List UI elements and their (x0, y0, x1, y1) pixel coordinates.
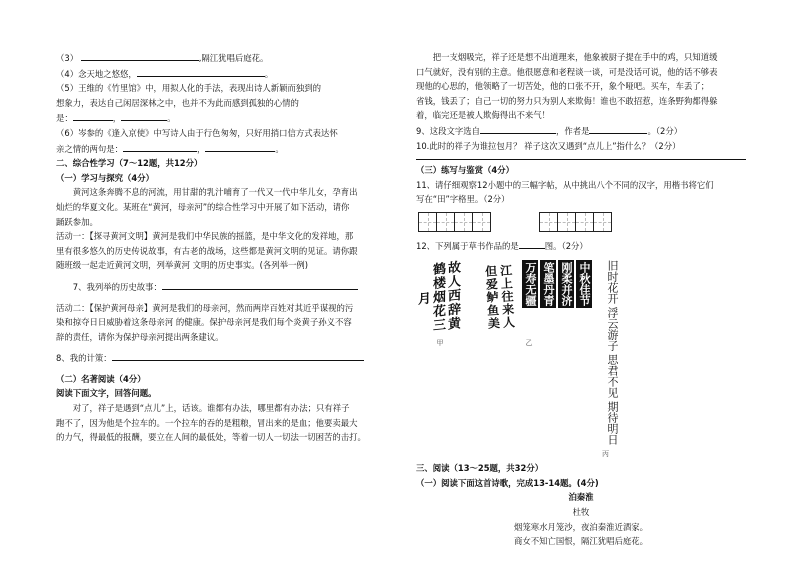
block-column: 刚柔并济 (560, 261, 573, 306)
tian-grid-cell[interactable] (558, 213, 576, 231)
script-column: 思君不见 (606, 353, 619, 398)
answer-blank[interactable] (73, 110, 113, 121)
script-column: 旧时花开 (606, 259, 619, 304)
question-7: 7、我列举的历史故事： (56, 279, 386, 295)
block-script-image (522, 260, 592, 308)
answer-line[interactable] (416, 159, 746, 160)
novel-passage-continued: 把一支烟吸完，祥子还是想不出道理来，他象被厨子提在手中的鸡，只知道缓 口气就好，没有别的主意。他很愿意和老程谈一谈，可是没话可说，他的话不够表 现他的心思的，他领略了一切苦处，他的口张不开，象个哑吧。买车，车丢了； 省钱，钱丢了；自己一切的努力只为别人来欺侮！谁也不敢招惹，连条野狗都得躲 着，临完还是被人欺侮得出不来气！ (416, 52, 718, 121)
section-3-title: 三、阅读（13～25题，共32分） (416, 463, 544, 474)
regular-script-image (606, 260, 619, 445)
block-column: 中秋佳节 (578, 261, 591, 306)
calligraphy-jia (415, 259, 460, 351)
running-script-image: 江上往来人但爱鲈鱼美 (483, 262, 516, 330)
subsection-3-title: （三）练写与鉴赏（4分） (416, 165, 514, 176)
cursive-script-image: 故人西辞黄鹤楼烟花三月 (415, 259, 460, 333)
subsection-1-title: （一）学习与探究（4分） (56, 172, 154, 183)
tian-grid-cell[interactable] (419, 213, 437, 231)
calligraphy-bing (592, 260, 619, 462)
answer-blank[interactable] (121, 110, 167, 121)
tian-grid-row (418, 212, 746, 232)
tian-grid-group-2 (539, 212, 612, 232)
answer-blank[interactable] (589, 123, 647, 134)
tian-grid-cell[interactable] (540, 213, 558, 231)
label-bing: 丙 (602, 449, 609, 458)
question-9: 9、这段文字选自 ，作者是 。（2分） (416, 123, 746, 139)
poem-line: 商女不知亡国恨，隔江犹唱后庭花。 (514, 536, 648, 547)
block-column: 笔墨丹青 (542, 261, 555, 306)
tian-grid-cell[interactable] (576, 213, 594, 231)
question-10: 10.此时的祥子为谁拉包月？ 祥子这次又遇到“点儿上”指什么？（2分） (416, 140, 681, 151)
tian-grid-cell[interactable] (455, 213, 473, 231)
section-2-title: 二、综合性学习（7～12题，共12分） (56, 158, 203, 169)
poem-line: 烟笼寒水月笼沙，夜泊秦淮近酒家。 (514, 521, 648, 532)
answer-blank[interactable] (123, 141, 197, 152)
activity-2: 活动二：【保护黄河母亲】黄河是我们的母亲河，然而两岸百姓对其近乎谋视的污 染和掠夺日日威胁着这条母亲河 的健康。保护母亲河是我们每个炎黄子孙义不容 辞的责任，请你为保护母亲河提出两条建议。 (56, 302, 354, 342)
calligraphy-samples (415, 259, 746, 462)
question-3: （3） ,隔江犹唱后庭花。 (56, 50, 386, 66)
poem-author: 杜牧 (572, 506, 590, 517)
script-column: 浮云游子 (606, 306, 619, 351)
reading-instruction: 阅读下面文字，回答问题。 (56, 388, 157, 399)
question-6: （6）岑参的《逢入京使》中写诗人由于行色匆匆，只好用捎口信方式表达怀 亲之情的两句是： ， 。 (56, 127, 338, 154)
left-column (56, 50, 386, 445)
intro-paragraph: 黄河这条奔腾不息的河流，用甘甜的乳汁哺育了一代又一代中华儿女，孕育出 灿烂的华夏文化。某班在“黄河，母亲河”的综合性学习中开展了如下活动，请你 踊跃参加。 (56, 187, 358, 227)
question-11: 11、请仔细观察12小题中的三幅字帖，从中挑出八个不同的汉字，用楷书将它们 写在“田”字格里。（2分） (416, 179, 714, 205)
right-column (416, 50, 746, 549)
answer-blank[interactable] (162, 279, 358, 290)
script-column: 期待明日 (606, 400, 619, 445)
tian-grid-cell[interactable] (437, 213, 455, 231)
question-8: 8、我的计策： (56, 350, 386, 366)
answer-blank[interactable] (205, 141, 275, 152)
answer-blank[interactable] (81, 50, 199, 61)
calligraphy-yi (466, 260, 592, 351)
question-5: （5）王维的《竹里馆》中，用拟人化的手法，表现出诗人新颖而独到的 想象力，表达自己闲居深林之中，也并不为此而感到孤独的心情的 是： ， 。 (56, 83, 321, 124)
tian-grid-group-1 (418, 212, 491, 232)
subsection-2-title: （二）名著阅读（4分） (56, 373, 146, 384)
reading-subsection-1: （一）阅读下面这首诗歌，完成13-14题。(4分) (416, 477, 599, 488)
novel-passage: 对了，祥子是遇到“点儿”上，话该。谁都有办法，哪里都有办法；只有祥子 跑不了，因为他是个拉车的。一个拉车的吞的是粗粮，冒出来的是血；他要卖最大 的力气，得最低的报酬，要立在人间的最低处，等着一切人一切法一切困苦的击打。 (56, 403, 366, 443)
label-jia: 甲 (436, 338, 444, 347)
answer-blank[interactable] (480, 123, 556, 134)
question-12: 12、下列属于草书作品的是 图。（2分） (416, 238, 746, 254)
answer-blank[interactable] (112, 350, 364, 361)
answer-blank[interactable] (519, 238, 545, 249)
block-column: 万寿无疆 (524, 261, 537, 306)
poem-title: 泊秦淮 (568, 492, 594, 503)
tian-grid-cell[interactable] (594, 213, 611, 231)
label-yi: 乙 (525, 338, 533, 347)
answer-blank[interactable] (137, 66, 265, 77)
activity-1: 活动一：【探寻黄河文明】黄河是我们中华民族的摇篮，是中华文化的发祥地，那 里有很多悠久的历史传说故事，有古老的战场，这些都是黄河文明的见证。请你跟 随班级一起走近黄河文明，列举黄河 文明的历史事实。(各列举一例) (56, 231, 358, 271)
question-4: （4）念天地之悠悠， 。 (56, 66, 386, 82)
tian-grid-cell[interactable] (473, 213, 490, 231)
